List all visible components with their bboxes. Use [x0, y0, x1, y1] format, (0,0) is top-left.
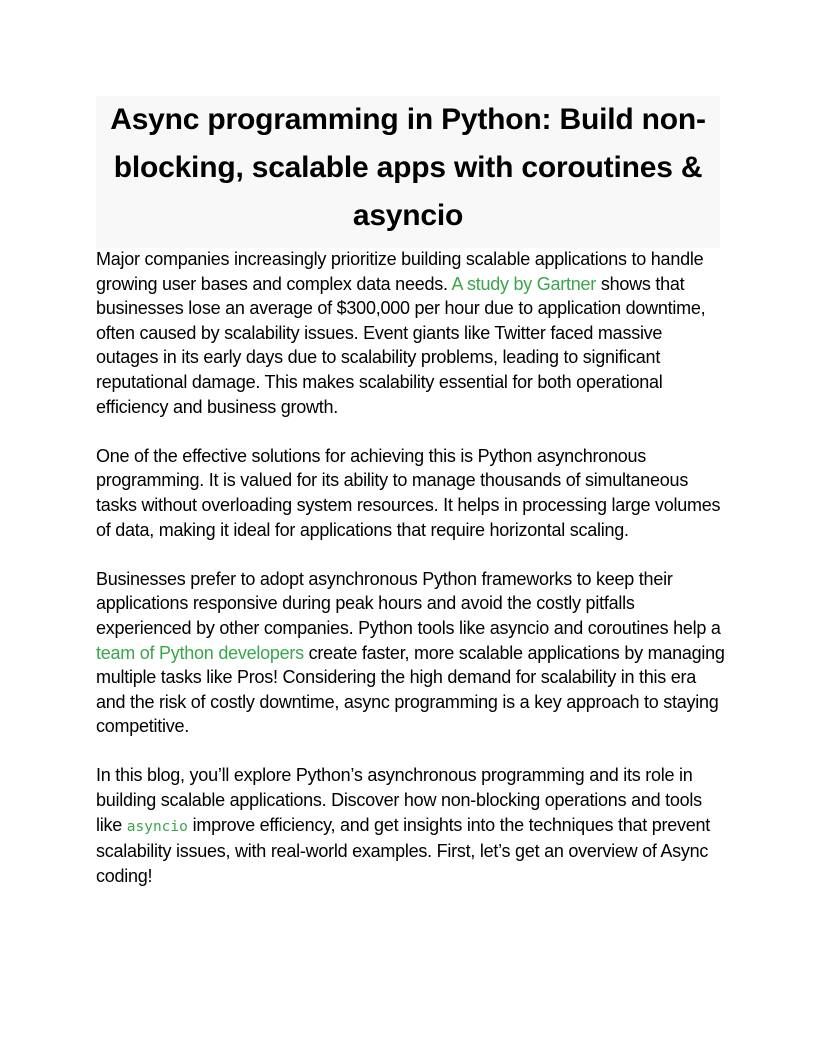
paragraph-blog-overview: [96, 763, 726, 888]
asyncio-code-term: asyncio: [126, 818, 188, 835]
paragraph-intro-start: Major companies increasingly prioritize building scalable applications to handle growing user bases and complex data needs.: [96, 249, 704, 294]
paragraph-frameworks: [96, 567, 726, 739]
paragraph-solution: One of the effective solutions for achieving this is Python asynchronous programming. It is valued for its ability to manage thousands of simultaneous tasks without overloading system resources. It helps in processing large volumes of data, making it ideal for applications that require horizontal scaling.: [96, 445, 721, 540]
paragraph-blog-start: In this blog, you’ll explore Python’s asynchronous programming and its role in building scalable applications. Discover how non-blocking operations and tools like: [96, 765, 702, 835]
paragraph-frameworks-start: Businesses prefer to adopt asynchronous Python frameworks to keep their applications responsive during peak hours and avoid the costly pitfalls experienced by other companies. Python tools like asyncio and coroutines help a: [96, 568, 721, 638]
paragraph-intro: [96, 247, 726, 419]
page-title: Async programming in Python: Build non-blocking, scalable apps with coroutines & asyncio: [110, 103, 706, 232]
paragraph-blog-end: improve efficiency, and get insights into the techniques that prevent scalability issues, with real-world examples. First, let’s get an overview of Async coding!: [96, 814, 711, 886]
paragraph-intro-end: shows that businesses lose an average of $300,000 per hour due to application downtime, often caused by scalability issues. Event giants like Twitter faced massive outages in its early days due to scalability problems, leading to significant reputational damage. This makes scalability essential for both operational efficiency and business growth.: [96, 273, 706, 417]
paragraph-frameworks-end: create faster, more scalable applications by managing multiple tasks like Pros! Considering the high demand for scalability in this era and the risk of costly downtime, async programming is a key approach to staying competitive.: [96, 642, 725, 737]
article-body: [96, 247, 726, 913]
gartner-study-link[interactable]: A study by Gartner: [451, 273, 597, 294]
python-developers-link[interactable]: team of Python developers: [96, 642, 304, 663]
title-block: [96, 96, 720, 248]
